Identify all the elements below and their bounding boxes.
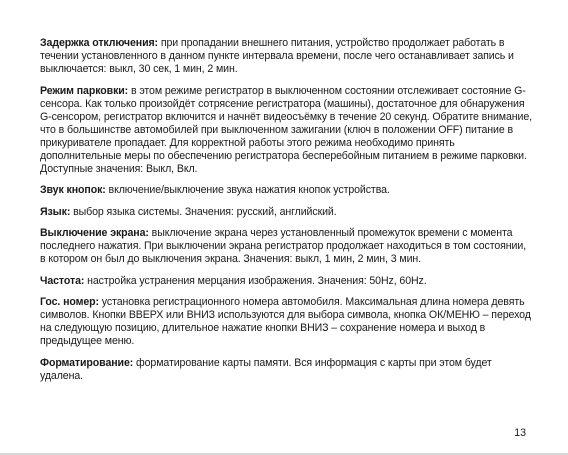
term-description: при пропадании внешнего питания, устройство продолжает работать в течении установленного в данном пункте интервала времени, после чего останавливает запись и выключается: выкл, 30 сек, 1 мин, 2 мин. xyxy=(40,37,514,75)
paragraph-parking-mode xyxy=(40,85,532,176)
term-label: Звук кнопок: xyxy=(40,184,106,196)
paragraph-screen-off xyxy=(40,227,532,266)
paragraph-button-sound xyxy=(40,184,532,197)
term-description: настройка устранения мерцания изображения. Значения: 50Hz, 60Hz. xyxy=(84,274,427,287)
term-description: включение/выключение звука нажатия кнопок устройства. xyxy=(105,184,390,196)
term-description: установка регистрационного номера автомобиля. Максимальная длина номера девять символов. Кнопки ВВЕРХ или ВНИЗ используются для выбора символа, кнопка ОК/МЕНЮ – переход на следующую позицию, длительное нажатие кнопки ВНИЗ – сохранение номера и выход в предыдущее меню. xyxy=(40,296,531,347)
paragraph-license-plate xyxy=(40,296,532,348)
manual-page xyxy=(40,37,532,391)
term-description: выбор языка системы. Значения: русский, английский. xyxy=(70,205,337,218)
paragraph-shutdown-delay xyxy=(40,37,532,76)
paragraph-language xyxy=(40,206,532,219)
paragraph-frequency xyxy=(40,275,532,288)
term-label: Режим парковки: xyxy=(40,84,129,97)
term-label: Частота: xyxy=(40,274,85,287)
term-label: Выключение экрана: xyxy=(40,227,149,239)
paragraph-formatting xyxy=(40,357,532,383)
page-number: 13 xyxy=(514,427,526,439)
term-description: выключение экрана через установленный промежуток времени с момента последнего нажатия. При выключении экрана регистратор продолжает находиться в том состоянии, в котором он был до выключения экрана. Значения: выкл, 1 мин, 2 мин, 3 мин. xyxy=(40,227,527,265)
term-label: Задержка отключения: xyxy=(40,37,158,49)
term-description: в этом режиме регистратор в выключенном состоянии отслеживает состояние G-сенсора. Как только произойдёт сотрясение регистратора (машины), достаточное для обнаружения G-сенсором, регистратор включится и начнёт видеосъёмку в течение 20 секунд. Обратите внимание, что в большинстве автомобилей при выключенном зажигании (ключ в положении OFF) питание в прикуривателе пропадает. Для корректной работы этого режима необходимо принять дополнительные меры по обеспечению регистратора бесперебойным питанием в режиме парковки. Доступные значения: Выкл, Вкл. xyxy=(40,84,532,175)
term-description: форматирование карты памяти. Вся информация с карты при этом будет удалена. xyxy=(40,356,492,382)
term-label: Форматирование: xyxy=(40,356,134,369)
term-label: Язык: xyxy=(40,205,71,218)
term-label: Гос. номер: xyxy=(40,296,99,308)
